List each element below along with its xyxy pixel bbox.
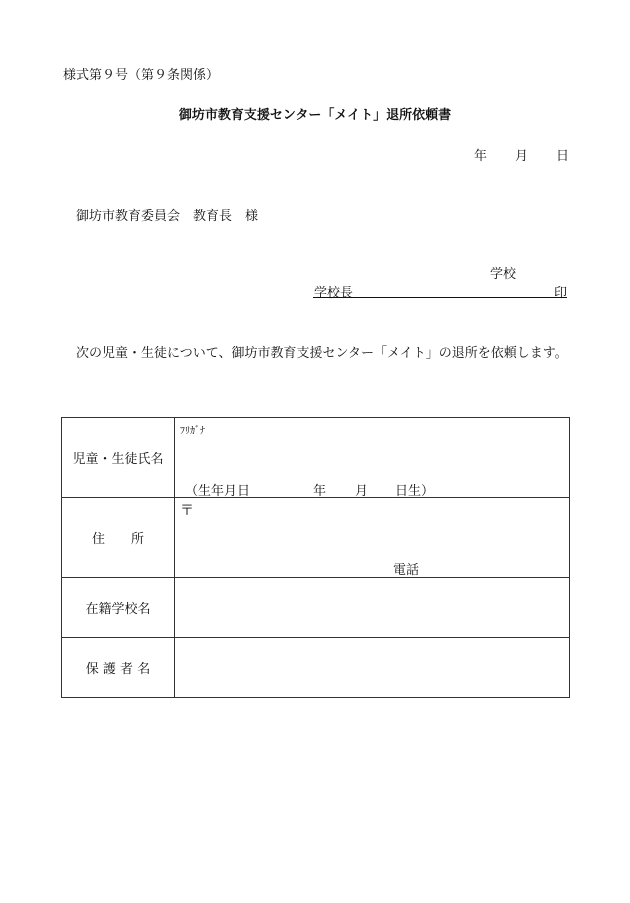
postal-mark: 〒 <box>180 503 194 519</box>
school-row <box>62 578 570 638</box>
school-name-label: 在籍学校名 <box>62 578 175 638</box>
addressee: 御坊市教育委員会 教育長 様 <box>76 209 259 224</box>
principal-label: 学校長 <box>314 286 354 301</box>
guardian-name-label: 保 護 者 名 <box>62 638 175 698</box>
student-name-field[interactable] <box>175 418 570 498</box>
address-label: 住 所 <box>62 498 175 578</box>
form-number: 様式第９号（第９条関係） <box>63 68 220 83</box>
request-text: 次の児童・生徒について、御坊市教育支援センター「メイト」の退所を依頼します。 <box>76 346 568 361</box>
date-day-label: 日 <box>556 149 570 164</box>
guardian-row <box>62 638 570 698</box>
furigana-label: ﾌﾘｶﾞﾅ <box>180 426 205 437</box>
guardian-name-field[interactable] <box>175 638 570 698</box>
dob-close-label: 日生） <box>395 484 435 499</box>
student-name-row <box>62 418 570 498</box>
seal-mark: 印 <box>553 286 567 301</box>
address-row <box>62 498 570 578</box>
date-year-label: 年 <box>474 149 488 164</box>
school-name-field[interactable] <box>175 578 570 638</box>
dob-year-label: 年 <box>313 484 327 499</box>
phone-label: 電話 <box>393 563 420 578</box>
withdrawal-form-table <box>61 417 570 698</box>
date-month-label: 月 <box>515 149 529 164</box>
student-name-label: 児童・生徒氏名 <box>62 418 175 498</box>
dob-month-label: 月 <box>355 484 369 499</box>
document-title: 御坊市教育支援センター「メイト」退所依頼書 <box>178 108 452 123</box>
principal-signature-line[interactable] <box>313 282 567 301</box>
dob-open-label: （生年月日 <box>185 484 251 499</box>
signature-school-label: 学校 <box>490 267 517 282</box>
address-field[interactable] <box>175 498 570 578</box>
